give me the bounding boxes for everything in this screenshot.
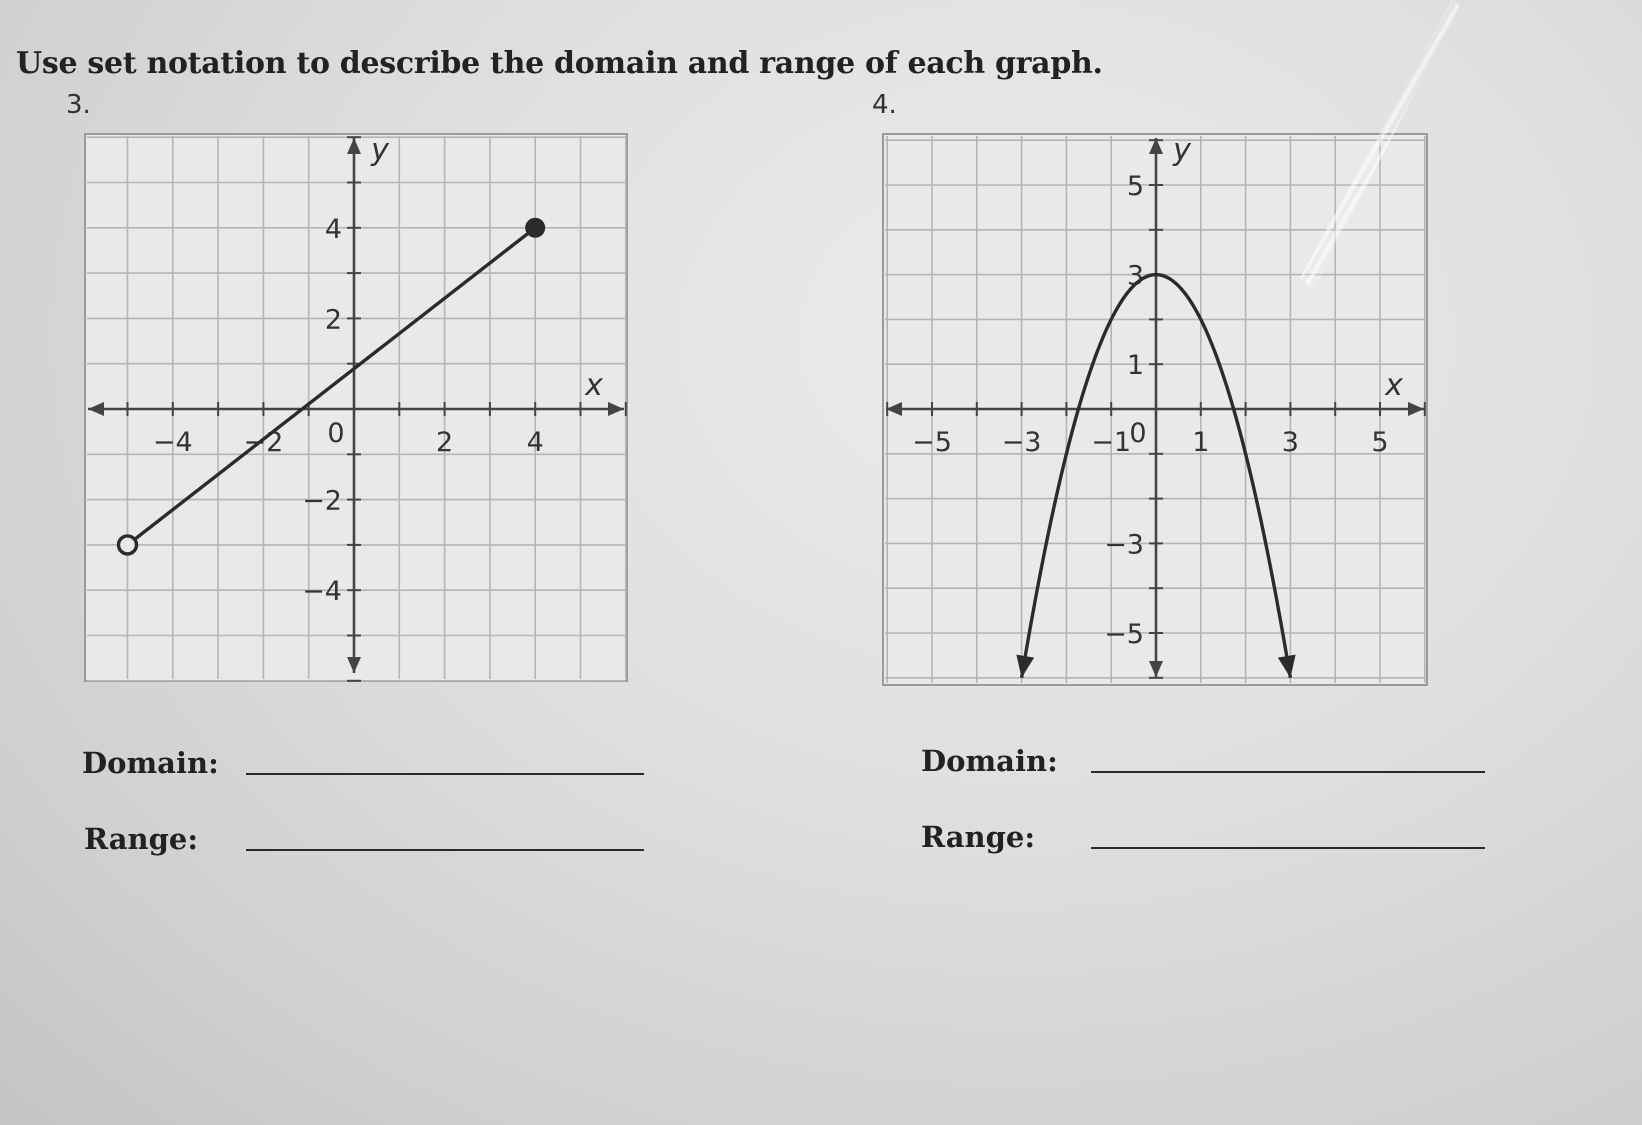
- problem-3-range-label: Range:: [84, 822, 199, 856]
- graph-4-x-tick-label: 0: [1129, 418, 1147, 449]
- problem-4-number: 4.: [872, 90, 897, 120]
- graph-4-y-axis-label: y: [1173, 133, 1191, 168]
- graph-4-y-tick-label: 3: [1126, 260, 1144, 292]
- problem-3-range-answer-line[interactable]: [246, 849, 644, 851]
- graph-4-x-axis-label: x: [1385, 368, 1403, 403]
- problem-4-domain-answer-line[interactable]: [1091, 771, 1485, 773]
- graph-3-y-tick-label: −4: [302, 576, 342, 608]
- problem-3-number: 3.: [66, 90, 91, 120]
- problem-3-domain-label: Domain:: [82, 746, 219, 780]
- problem-4-domain-label: Domain:: [921, 744, 1058, 778]
- graph-4-x-tick-label: 3: [1281, 427, 1299, 458]
- graph-3-y-tick-label: −2: [302, 485, 342, 517]
- graph-3-y-tick-label: 2: [324, 304, 342, 336]
- graph-3-frame: [85, 134, 627, 681]
- graph-4-y-tick-label: 5: [1126, 171, 1144, 202]
- graph-3-y-axis-label: y: [371, 133, 389, 168]
- graph-3-x-tick-label: −2: [243, 427, 284, 458]
- graph-4-y-tick-label: −3: [1104, 529, 1144, 561]
- graph-3-x-tick-label: 4: [526, 427, 544, 458]
- graph-3-x-axis-label: x: [585, 368, 603, 403]
- problem-3-graph: [84, 133, 628, 682]
- graph-4-x-tick-label: 1: [1192, 427, 1210, 458]
- graph-4-y-tick-label: −5: [1104, 619, 1144, 650]
- graph-3-x-tick-label: 0: [327, 418, 345, 449]
- graph-4-y-tick-label: 1: [1126, 350, 1144, 382]
- graph-3-x-tick-label: −4: [152, 427, 193, 458]
- graph-4-x-tick-label: −3: [1001, 427, 1042, 458]
- graph-3-open-endpoint: [119, 536, 137, 554]
- graph-3-closed-endpoint: [525, 218, 545, 238]
- graph-3-y-tick-label: 4: [324, 213, 342, 245]
- instructions-text: Use set notation to describe the domain and range of each graph.: [16, 46, 1103, 81]
- graph-3-x-tick-label: 2: [436, 427, 454, 458]
- graph-4-x-tick-label: −5: [912, 427, 952, 458]
- graph-4-x-tick-label: 5: [1371, 427, 1389, 458]
- problem-4-range-label: Range:: [921, 820, 1036, 854]
- problem-3-domain-answer-line[interactable]: [246, 773, 644, 775]
- problem-3-graph-svg: [84, 133, 628, 682]
- graph-4-x-tick-label: −1: [1091, 427, 1132, 458]
- problem-4-range-answer-line[interactable]: [1091, 847, 1485, 849]
